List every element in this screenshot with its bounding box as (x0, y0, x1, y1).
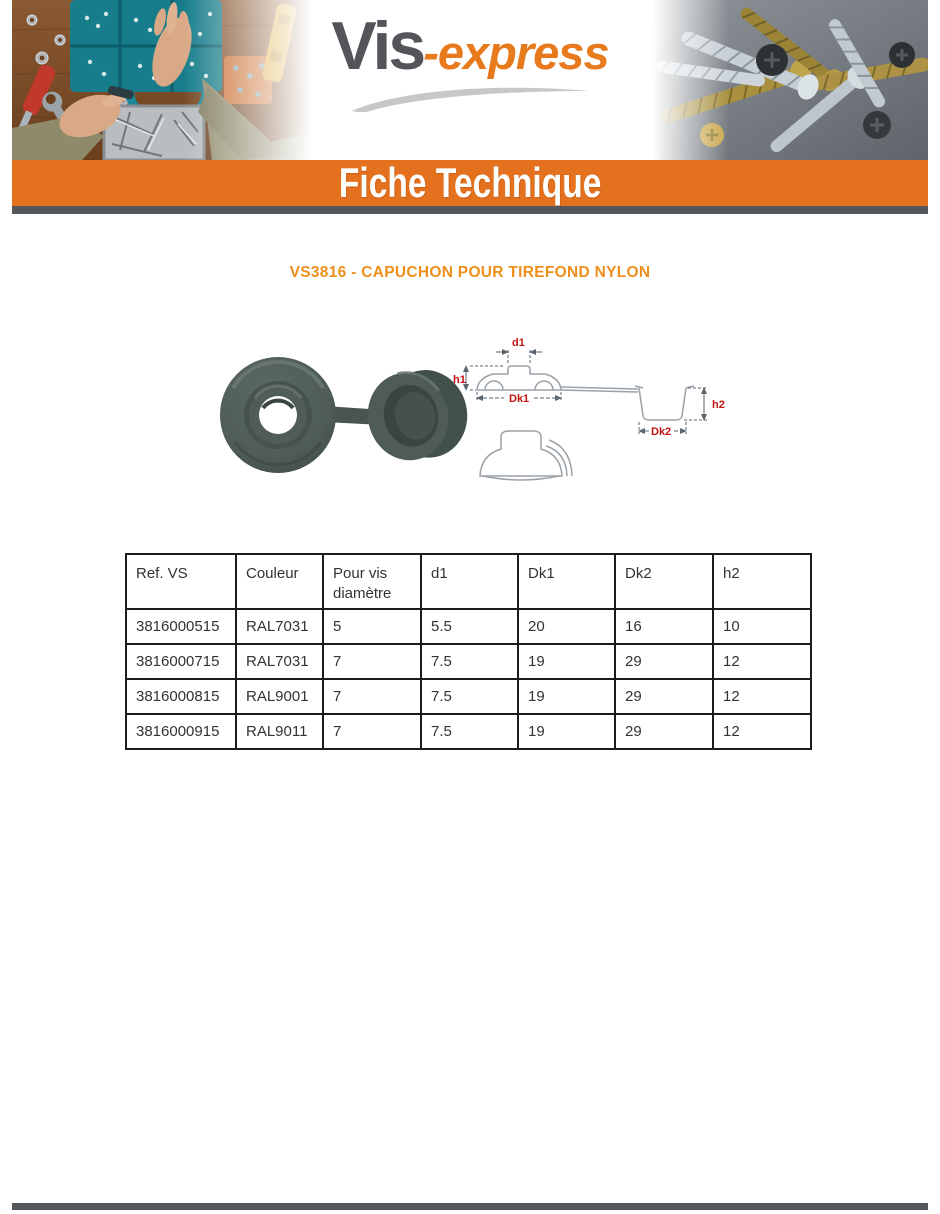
header-couleur: Couleur (236, 554, 323, 609)
cell-diametre: 7 (323, 714, 421, 749)
banner-title: Fiche Technique (338, 159, 602, 206)
closed-cap-outline (480, 431, 562, 476)
brand-logo (331, 8, 609, 112)
parts-box-icon (224, 56, 272, 104)
dim-label-dk1: Dk1 (509, 393, 530, 405)
cell-diametre: 7 (323, 644, 421, 679)
cap-section-outline (639, 388, 686, 420)
cell-dk2: 16 (615, 609, 713, 644)
table-row (126, 679, 811, 714)
table-row (126, 609, 811, 644)
brand-name-suffix: -express (423, 26, 609, 79)
cell-dk1: 19 (518, 644, 615, 679)
cell-couleur: RAL7031 (236, 609, 323, 644)
cell-ref: 3816000815 (126, 679, 236, 714)
washers-icon (27, 15, 253, 141)
cell-d1: 7.5 (421, 714, 518, 749)
cell-ref: 3816000715 (126, 644, 236, 679)
cell-couleur: RAL7031 (236, 644, 323, 679)
product-title: VS3816 - CAPUCHON POUR TIREFOND NYLON (289, 264, 651, 281)
screw-tray-icon (104, 106, 204, 160)
dim-label-d1: d1 (512, 337, 525, 349)
spec-table (125, 553, 812, 750)
cell-dk2: 29 (615, 714, 713, 749)
dim-label-h2: h2 (712, 399, 725, 411)
logo-swoosh-icon (345, 82, 595, 112)
screw-pile-photo (652, 0, 928, 160)
screwdriver-icon (12, 63, 57, 152)
dimension-diagram-art (452, 328, 732, 498)
cell-h2: 10 (713, 609, 811, 644)
brass-screws-icon (658, 1, 928, 131)
table-header-row (126, 554, 811, 609)
washer-section-outline (477, 366, 561, 390)
header-h2: h2 (713, 554, 811, 609)
silver-screws-icon (655, 17, 887, 159)
wrench-icon (39, 88, 84, 146)
footer-bar (12, 1203, 928, 1210)
cell-dk1: 20 (518, 609, 615, 644)
brand-name-primary: Vis (331, 8, 424, 84)
screw-heads-icon (700, 42, 915, 147)
cap-washer (220, 357, 336, 473)
header-ref-vs: Ref. VS (126, 554, 236, 609)
header-banner (12, 0, 928, 160)
hand-right-icon (145, 1, 322, 160)
dim-label-dk2: Dk2 (651, 426, 672, 438)
cell-ref: 3816000515 (126, 609, 236, 644)
workbench-photo (12, 0, 322, 160)
yellow-tool-icon (261, 3, 297, 83)
cell-h2: 12 (713, 644, 811, 679)
cell-dk1: 19 (518, 679, 615, 714)
fiche-technique-banner (12, 160, 928, 206)
screw-pile-art (652, 0, 928, 160)
hand-left-icon (12, 85, 135, 160)
header-pour-vis-diametre: Pour vis diamètre (323, 554, 421, 609)
cell-dk2: 29 (615, 679, 713, 714)
cell-ref: 3816000915 (126, 714, 236, 749)
brand-logo-text (331, 8, 609, 84)
cell-h2: 12 (713, 679, 811, 714)
cell-h2: 12 (713, 714, 811, 749)
dim-label-h1: h1 (453, 374, 466, 386)
spec-table-container (125, 553, 812, 750)
cell-couleur: RAL9001 (236, 679, 323, 714)
header-dk2: Dk2 (615, 554, 713, 609)
cell-d1: 5.5 (421, 609, 518, 644)
cell-couleur: RAL9011 (236, 714, 323, 749)
cell-diametre: 7 (323, 679, 421, 714)
cell-dk1: 19 (518, 714, 615, 749)
table-row (126, 644, 811, 679)
workbench-photo-art (12, 0, 322, 160)
cell-d1: 7.5 (421, 644, 518, 679)
divider-bar (12, 206, 928, 214)
header-dk1: Dk1 (518, 554, 615, 609)
cell-dk2: 29 (615, 644, 713, 679)
organizer-box-icon (70, 0, 222, 122)
cell-d1: 7.5 (421, 679, 518, 714)
dimension-diagram (452, 328, 732, 503)
header-d1: d1 (421, 554, 518, 609)
table-row (126, 714, 811, 749)
cell-diametre: 5 (323, 609, 421, 644)
